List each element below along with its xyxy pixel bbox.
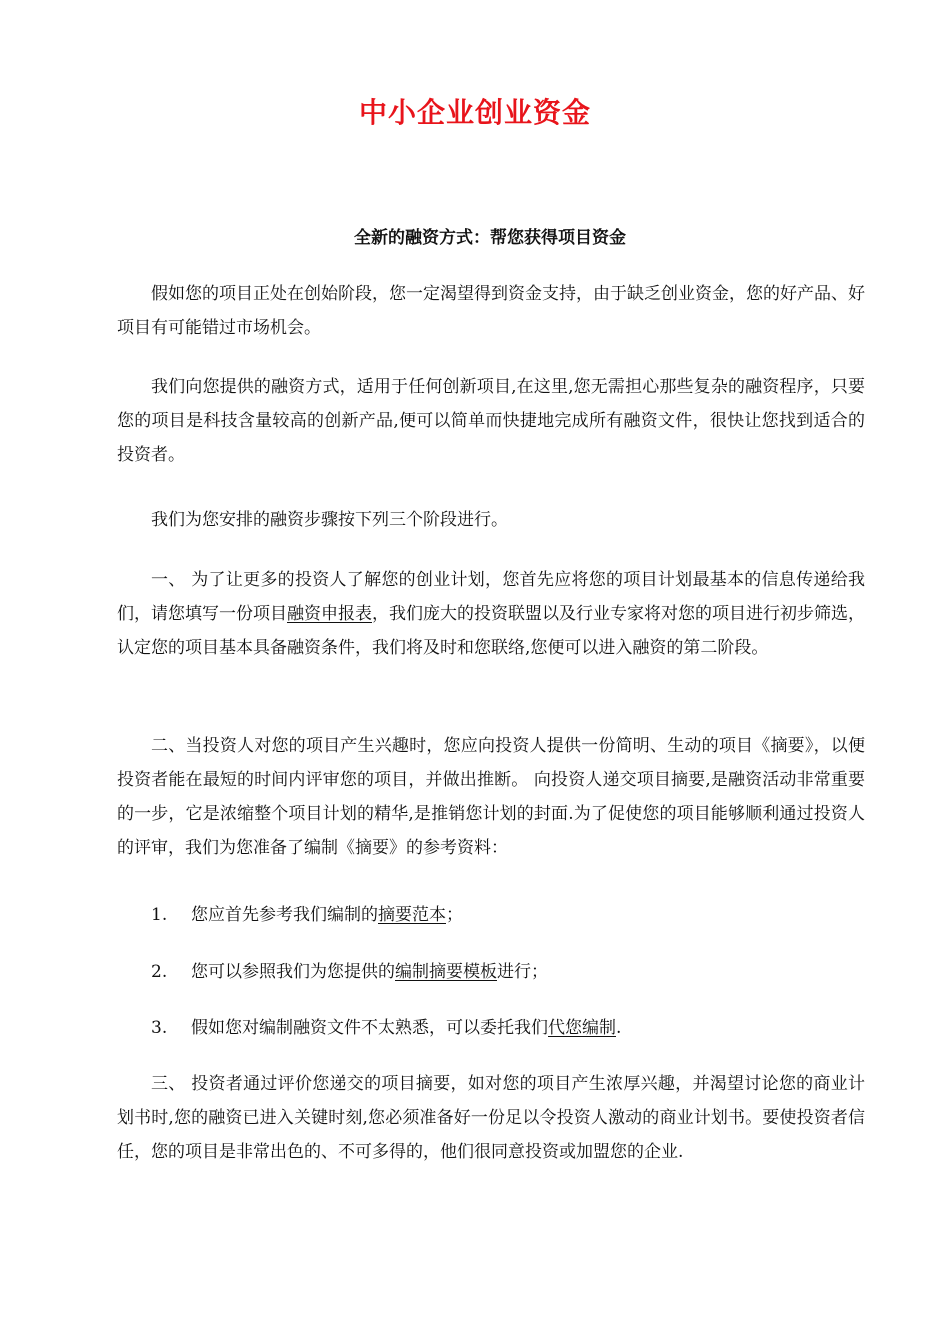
list-item-number: 1. [151, 905, 168, 925]
summary-sample-link[interactable]: 摘要范本 [378, 905, 446, 925]
list-item-text-before: 您应首先参考我们编制的 [191, 905, 378, 925]
intro-paragraph: 假如您的项目正处在创始阶段，您一定渴望得到资金支持，由于缺乏创业资金，您的好产品、好项目有可能错过市场机会。 [117, 284, 865, 338]
list-item [151, 955, 865, 989]
page-title: 中小企业创业资金 [358, 96, 591, 129]
compile-for-you-link[interactable]: 代您编制 [548, 1018, 616, 1038]
list-item [151, 1011, 865, 1045]
list-item-text-before: 假如您对编制融资文件不太熟悉，可以委托我们 [191, 1018, 548, 1038]
list-item [151, 898, 865, 932]
offer-paragraph: 我们向您提供的融资方式，适用于任何创新项目,在这里,您无需担心那些复杂的融资程序，只要您的项目是科技含量较高的创新产品,便可以简单而快捷地完成所有融资文件，很快让您找到适合的投资者。 [117, 377, 865, 465]
list-item-text-before: 您可以参照我们为您提供的 [191, 962, 395, 982]
list-item-number: 3. [151, 1018, 168, 1038]
steps-intro-paragraph: 我们为您安排的融资步骤按下列三个阶段进行。 [151, 510, 508, 530]
list-item-text-after: ； [446, 905, 463, 925]
funding-application-link[interactable]: 融资申报表 [287, 604, 372, 624]
stage-one-text-after: ，我们庞大的投资联盟以及行业专家将对您的项目进行初步筛选，认定您的项目基本具备融资条件，我们将及时和您联络,您便可以进入融资的第二阶段。 [117, 604, 865, 658]
stage-one-text-before: 一、 为了让更多的投资人了解您的创业计划，您首先应将您的项目计划最基本的信息传递给我们，请您填写一份项目 [117, 570, 865, 624]
list-item-text-after: . [616, 1018, 622, 1038]
list-item-number: 2. [151, 962, 168, 982]
stage-one-paragraph [117, 563, 865, 665]
list-item-text-after: 进行； [497, 962, 548, 982]
stage-three-paragraph: 三、 投资者通过评价您递交的项目摘要，如对您的项目产生浓厚兴趣，并渴望讨论您的商业计划书时,您的融资已进入关键时刻,您必须准备好一份足以令投资人激动的商业计划书。要使投资者信任，您的项目是非常出色的、不可多得的，他们很同意投资或加盟您的企业. [117, 1074, 865, 1162]
section-subtitle: 全新的融资方式：帮您获得项目资金 [354, 228, 626, 248]
summary-template-link[interactable]: 编制摘要模板 [395, 962, 497, 982]
stage-two-paragraph: 二、当投资人对您的项目产生兴趣时，您应向投资人提供一份简明、生动的项目《摘要》，以便投资者能在最短的时间内评审您的项目，并做出推断。 向投资人递交项目摘要,是融资活动非常重要的一步，它是浓缩整个项目计划的精华,是推销您计划的封面.为了促使您的项目能够顺利通过投资人的评审，我们为您准备了编制《摘要》的参考资料： [117, 736, 865, 858]
